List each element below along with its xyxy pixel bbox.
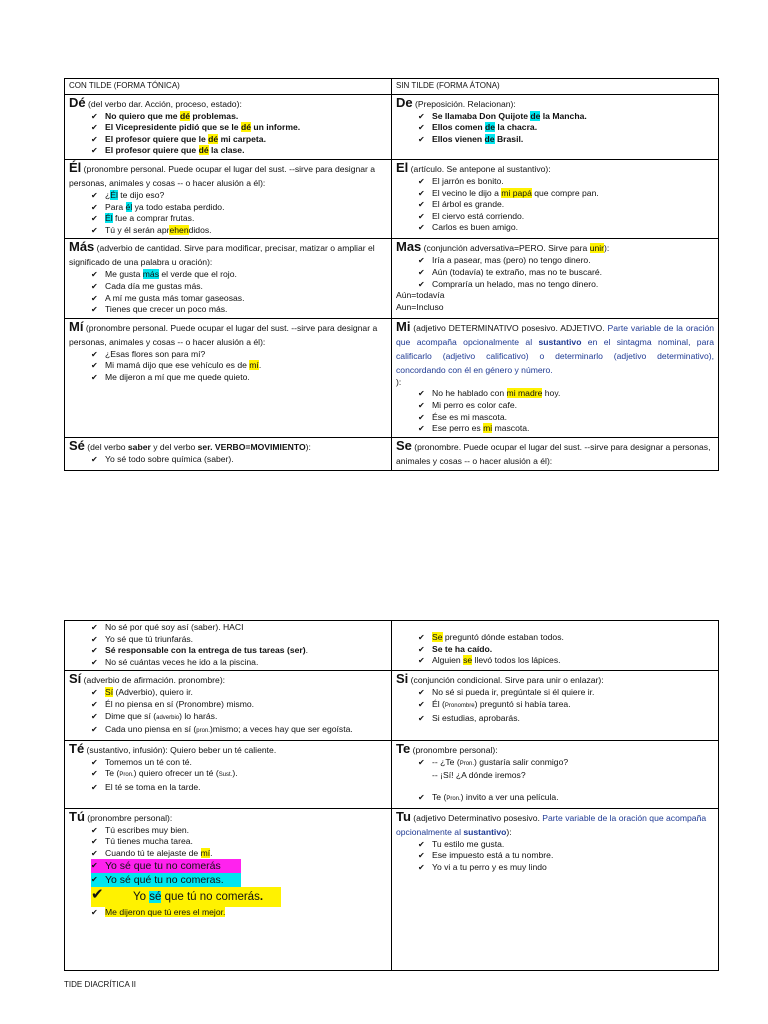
list-item: ✔ El té se toma en la tarde. bbox=[91, 782, 387, 794]
cell-mi-atonic bbox=[392, 318, 719, 437]
entry-heading bbox=[396, 439, 714, 468]
example-list bbox=[396, 792, 714, 806]
list-item: ✔ Él (Pronombre) preguntó si había tarea. bbox=[418, 699, 714, 713]
header-right: SIN TILDE (FORMA ÁTONA) bbox=[392, 79, 719, 95]
example-list bbox=[396, 839, 714, 874]
entry-description: (sustantivo, infusión): Quiero beber un té caliente. bbox=[84, 744, 277, 755]
entry-heading bbox=[396, 742, 714, 757]
table-row bbox=[65, 94, 719, 159]
cell-de-tonic bbox=[65, 94, 392, 159]
list-item: ✔ Sé responsable con la entrega de tus tareas (ser). bbox=[91, 645, 387, 657]
entry-heading bbox=[69, 810, 387, 825]
list-item: ✔ Él fue a comprar frutas. bbox=[91, 213, 387, 225]
entry-word: Más bbox=[69, 239, 95, 255]
example-list bbox=[396, 632, 714, 667]
list-item: ✔ El profesor quiere que dé la clase. bbox=[91, 145, 387, 157]
entry-description: (pronombre personal): bbox=[410, 744, 498, 755]
list-item: ✔ Tienes que crecer un poco más. bbox=[91, 304, 387, 316]
cell-tu-tonic bbox=[65, 808, 392, 970]
entry-heading: Mas (conjunción adversativa=PERO. Sirve para unir): bbox=[396, 239, 610, 255]
entry-word: Él bbox=[69, 159, 82, 175]
table-row bbox=[65, 318, 719, 437]
list-item: ✔ No sé cuántas veces he ido a la piscina. bbox=[91, 657, 387, 669]
list-item: ✔ Tu estilo me gusta. bbox=[418, 839, 714, 851]
list-item: ✔ Sí (Adverbio), quiero ir. bbox=[91, 687, 387, 699]
entry-word: Se bbox=[396, 437, 412, 453]
list-item: ✔ Aún (todavía) te extraño, mas no te buscaré. bbox=[418, 267, 714, 279]
table-row bbox=[65, 159, 719, 238]
list-item: ✔ ¿Esas flores son para mí? bbox=[91, 349, 387, 361]
list-item: ✔ Alguien se llevó todos los lápices. bbox=[418, 655, 714, 667]
example-list bbox=[396, 111, 714, 146]
list-item: ✔ Tú y él serán aprehendidos. bbox=[91, 225, 387, 237]
example-list bbox=[69, 757, 387, 794]
list-item: ✔ El jarrón es bonito. bbox=[418, 176, 714, 188]
cell-mi-tonic bbox=[65, 318, 392, 437]
entry-heading bbox=[396, 96, 714, 111]
table-row bbox=[65, 808, 719, 970]
entry-heading bbox=[69, 240, 387, 269]
entry-word: Tu bbox=[396, 808, 411, 824]
list-item: ✔ Cada día me gustas más. bbox=[91, 281, 387, 293]
example-list bbox=[69, 349, 387, 384]
cell-mas-atonic bbox=[392, 239, 719, 318]
example-list bbox=[69, 454, 387, 466]
list-item: ✔ Yo sé que tú no comerás. bbox=[91, 887, 281, 907]
table-row bbox=[65, 740, 719, 808]
list-item: ✔ Si estudias, aprobarás. bbox=[418, 713, 714, 725]
list-item: ✔ Ese impuesto está a tu nombre. bbox=[418, 850, 714, 862]
list-item: ✔ Tú escribes muy bien. bbox=[91, 825, 387, 837]
diacritic-table-2 bbox=[64, 620, 719, 971]
list-item: ✔ Para él ya todo estaba perdido. bbox=[91, 202, 387, 214]
cell-se-tonic bbox=[65, 437, 392, 470]
example-list bbox=[396, 757, 714, 782]
entry-description-end: ): bbox=[396, 376, 402, 387]
list-item: ✔ No sé si pueda ir, pregúntale si él quiere ir. bbox=[418, 687, 714, 699]
cell-el-tonic bbox=[65, 159, 392, 238]
list-item: ✔ Yo vi a tu perro y es muy lindo bbox=[418, 862, 714, 874]
list-item: ✔ A mí me gusta más tomar gaseosas. bbox=[91, 293, 387, 305]
entry-word: De bbox=[396, 94, 413, 110]
example-list bbox=[396, 255, 714, 290]
list-item: ✔ Te (Pron.) quiero ofrecer un té (Sust.). bbox=[91, 768, 387, 782]
example-list bbox=[396, 176, 714, 234]
table-header-row bbox=[65, 79, 719, 95]
entry-heading bbox=[69, 96, 387, 111]
list-item: ✔ Tú tienes mucha tarea. bbox=[91, 836, 387, 848]
cell-se-tonic-cont bbox=[65, 621, 392, 671]
list-item: ✔ Yo sé qué tu no comeras. bbox=[91, 873, 241, 887]
entry-heading: Mi (adjetivo DETERMINATIVO posesivo. ADJETIVO. Parte variable de la oración que acompaña opcionalmente al sustantivo en el sintagma nominal, para calificarlo (adjetivo calificativo) o determinarlo (adjetivo determinativo), concordando con él en género y número. bbox=[396, 318, 715, 375]
entry-heading: Tu (adjetivo Determinativo posesivo. Parte variable de la oración que acompaña opcionalmente al sustantivo): bbox=[396, 808, 707, 837]
entry-word: Dé bbox=[69, 94, 86, 110]
list-item: ✔ Me dijeron a mí que me quede quieto. bbox=[91, 372, 387, 384]
entry-heading bbox=[396, 161, 714, 176]
list-item: ✔ Carlos es buen amigo. bbox=[418, 222, 714, 234]
list-item: ✔ Yo sé que tu no comerás bbox=[91, 859, 241, 873]
entry-description: (pronombre. Puede ocupar el lugar del sust. --sirve para designar a personas, animales y cosas -- o hacer alusión a él): bbox=[396, 441, 711, 466]
entry-description: (conjunción condicional. Sirve para unir o enlazar): bbox=[408, 675, 604, 686]
diacritic-table-1 bbox=[64, 78, 719, 471]
list-item: ✔ Él no piensa en sí (Pronombre) mismo. bbox=[91, 699, 387, 711]
list-item: ✔ Compraría un helado, mas no tengo dinero. bbox=[418, 279, 714, 291]
list-item: ✔ Yo sé que tú triunfarás. bbox=[91, 634, 387, 646]
entry-word: Sé bbox=[69, 437, 85, 453]
entry-heading bbox=[69, 742, 387, 757]
list-item: ✔ Me dijeron que tú eres el mejor. bbox=[91, 907, 387, 919]
example-list bbox=[69, 825, 387, 919]
header-left: CON TILDE (FORMA TÓNICA) bbox=[65, 79, 392, 95]
list-item: ✔ Cada uno piensa en sí (pron.)mismo; a veces hay que ser egoísta. bbox=[91, 724, 387, 738]
entry-word: Té bbox=[69, 740, 85, 756]
list-item: ✔ Tomemos un té con té. bbox=[91, 757, 387, 769]
list-item: ✔ El ciervo está corriendo. bbox=[418, 211, 714, 223]
list-item: ✔ No sé por qué soy así (saber). HACI bbox=[91, 622, 387, 634]
example-list bbox=[396, 687, 714, 724]
list-item: ✔ Yo sé todo sobre química (saber). bbox=[91, 454, 387, 466]
list-item: ✔ Iría a pasear, mas (pero) no tengo dinero. bbox=[418, 255, 714, 267]
entry-word: El bbox=[396, 159, 409, 175]
cell-mas-tonic bbox=[65, 239, 392, 318]
table-row bbox=[65, 621, 719, 671]
list-item: ✔ Se te ha caído. bbox=[418, 644, 714, 656]
list-item: ✔ El vecino le dijo a mi papá que compre pan. bbox=[418, 188, 714, 200]
entry-word: Te bbox=[396, 740, 411, 756]
cell-de-atonic bbox=[392, 94, 719, 159]
table-row bbox=[65, 239, 719, 318]
list-item: ✔ Te (Pron.) invito a ver una película. bbox=[418, 792, 714, 806]
cell-te-atonic bbox=[392, 740, 719, 808]
entry-description: (adverbio de cantidad. Sirve para modificar, precisar, matizar o ampliar el significado de una palabra u oración): bbox=[69, 243, 375, 268]
footer-label: TIDE DIACRÍTICA II bbox=[64, 980, 137, 989]
entry-description: (pronombre personal): bbox=[84, 812, 173, 823]
entry-heading bbox=[69, 320, 387, 349]
entry-description: (adverbio de afirmación. pronombre): bbox=[81, 675, 226, 686]
entry-word: Sí bbox=[69, 671, 82, 687]
cell-si-tonic bbox=[65, 671, 392, 740]
entry-heading: Sé (del verbo saber y del verbo ser. VERBO=MOVIMIENTO): bbox=[69, 437, 311, 453]
cell-si-atonic bbox=[392, 671, 719, 740]
cell-se-atonic-cont bbox=[392, 621, 719, 671]
list-item: ✔ No he hablado con mi madre hoy. bbox=[418, 388, 714, 400]
entry-description: (pronombre personal. Puede ocupar el lugar del sust. --sirve para designar a personas, animales y cosas -- o hacer alusión a él): bbox=[69, 322, 378, 347]
list-item: ✔ Ellos vienen de Brasil. bbox=[418, 134, 714, 146]
cell-tu-atonic bbox=[392, 808, 719, 970]
list-item: ✔ Ese perro es mi mascota. bbox=[418, 423, 714, 435]
list-item: ✔ Me gusta más el verde que el rojo. bbox=[91, 269, 387, 281]
list-item: ✔ Ése es mi mascota. bbox=[418, 412, 714, 424]
cell-te-tonic bbox=[65, 740, 392, 808]
note-line: Aun=Incluso bbox=[396, 301, 444, 312]
cell-el-atonic bbox=[392, 159, 719, 238]
list-item: ✔ Mi mamá dijo que ese vehículo es de mí. bbox=[91, 360, 387, 372]
list-item: ✔ Mi perro es color cafe. bbox=[418, 400, 714, 412]
cell-se-atonic bbox=[392, 437, 719, 470]
list-item: ✔ Ellos comen de la chacra. bbox=[418, 122, 714, 134]
list-item: ✔ El árbol es grande. bbox=[418, 199, 714, 211]
entry-description: (del verbo dar. Acción, proceso, estado): bbox=[85, 98, 242, 109]
table-row bbox=[65, 671, 719, 740]
entry-heading bbox=[69, 161, 387, 190]
list-item: ✔ Dime que sí (adverbio) lo harás. bbox=[91, 711, 387, 725]
example-list bbox=[69, 269, 387, 315]
table-row bbox=[65, 437, 719, 470]
entry-heading bbox=[396, 672, 714, 687]
entry-word: Si bbox=[396, 671, 409, 687]
example-list bbox=[69, 111, 387, 157]
entry-word: Mas bbox=[396, 239, 422, 255]
list-item: ✔ El profesor quiere que le dé mi carpeta. bbox=[91, 134, 387, 146]
example-list bbox=[69, 622, 387, 668]
entry-word: Tú bbox=[69, 808, 85, 824]
list-item: ✔ El Vicepresidente pidió que se le dé un informe. bbox=[91, 122, 387, 134]
list-item: ✔ -- ¿Te (Pron.) gustaría salir conmigo? -- ¡Sí! ¿A dónde iremos? bbox=[418, 757, 714, 782]
example-list bbox=[69, 687, 387, 737]
list-item: ✔ Cuando tú te alejaste de mí. bbox=[91, 848, 387, 860]
example-list bbox=[69, 190, 387, 236]
list-item: ✔ No quiero que me dé problemas. bbox=[91, 111, 387, 123]
entry-description: (Preposición. Relacionan): bbox=[412, 98, 516, 109]
entry-description: (pronombre personal. Puede ocupar el lugar del sust. --sirve para designar a personas, animales y cosas -- o hacer alusión a él): bbox=[69, 163, 376, 188]
list-item: ✔ Se preguntó dónde estaban todos. bbox=[418, 632, 714, 644]
entry-heading bbox=[69, 672, 387, 687]
list-item: ✔ Se llamaba Don Quijote de la Mancha. bbox=[418, 111, 714, 123]
entry-word: Mi bbox=[396, 318, 411, 334]
example-list bbox=[396, 388, 714, 434]
entry-description: (artículo. Se antepone al sustantivo): bbox=[408, 163, 551, 174]
note-line: Aún=todavía bbox=[396, 290, 445, 301]
list-item: ✔ ¿Él te dijo eso? bbox=[91, 190, 387, 202]
entry-word: Mí bbox=[69, 318, 84, 334]
